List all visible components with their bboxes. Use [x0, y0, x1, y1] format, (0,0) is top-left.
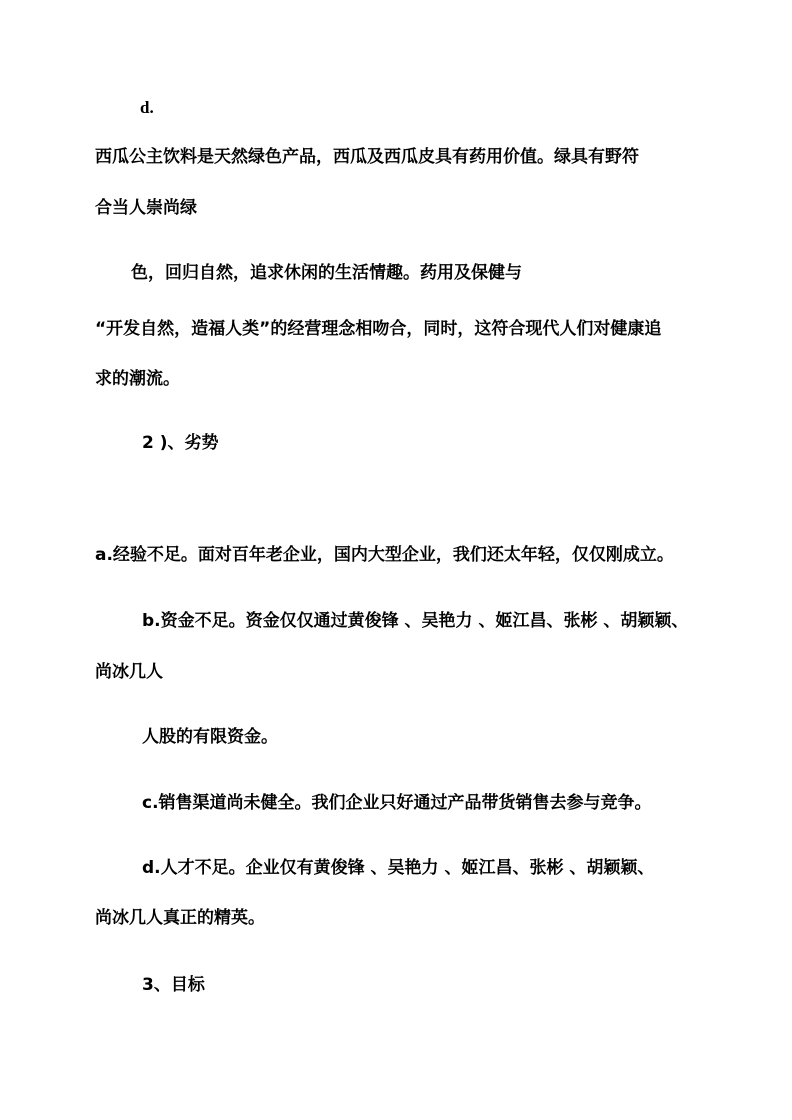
paragraph-line: 合当人崇尚绿	[95, 198, 197, 218]
weakness-item-a: a.经验不足。面对百年老企业，国内大型企业，我们还太年轻，仅仅刚成立。	[95, 545, 674, 565]
paragraph-line: 色，回归自然，追求休闲的生活情趣。药用及保健与	[131, 263, 522, 283]
section-heading-weaknesses: 2 )、劣势	[142, 433, 219, 453]
weakness-item-c: c.销售渠道尚未健全。我们企业只好通过产品带货销售去参与竞争。	[142, 793, 652, 813]
weakness-item-d: d.人才不足。企业仅有黄俊锋 、吴艳力 、姬江昌、张彬 、胡颖颖、	[142, 858, 655, 878]
paragraph-line: 尚冰几人	[95, 662, 163, 682]
section-heading-goals: 3、目标	[142, 975, 205, 995]
item-d-marker: d.	[140, 98, 154, 117]
paragraph-line: “开发自然，造福人类”的经营理念相吻合，同时，这符合现代人们对健康追	[95, 319, 662, 339]
weakness-item-b: b.资金不足。资金仅仅通过黄俊锋 、吴艳力 、姬江昌、张彬 、胡颖颖、	[142, 611, 689, 631]
paragraph-line: 人股的有限资金。	[142, 727, 278, 747]
paragraph-line: 西瓜公主饮料是天然绿色产品，西瓜及西瓜皮具有药用价值。绿具有野符	[95, 147, 639, 167]
paragraph-line: 求的潮流。	[95, 369, 180, 389]
paragraph-line: 尚冰几人真正的精英。	[95, 908, 265, 928]
